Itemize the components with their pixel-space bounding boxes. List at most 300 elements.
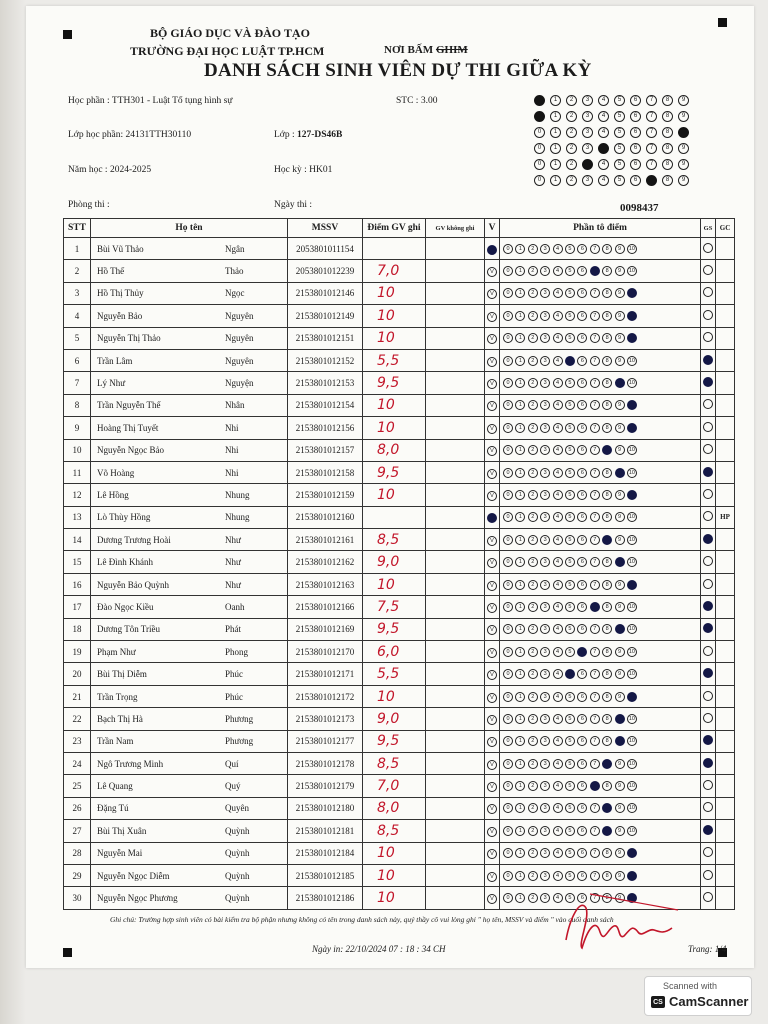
score-bubble[interactable]: 3 xyxy=(540,378,550,388)
score-bubble[interactable]: 8 xyxy=(602,333,612,343)
gs-bubble[interactable] xyxy=(703,847,713,857)
score-bubble[interactable]: 4 xyxy=(553,266,563,276)
score-bubble[interactable]: 0 xyxy=(503,602,513,612)
score-bubble[interactable]: 6 xyxy=(577,736,587,746)
score-bubble[interactable]: 5 xyxy=(565,692,575,702)
gs-bubble[interactable] xyxy=(703,534,713,544)
score-bubble[interactable]: 9 xyxy=(615,692,625,702)
score-bubble[interactable]: 9 xyxy=(615,356,625,366)
score-bubble[interactable]: 6 xyxy=(577,378,587,388)
score-bubble[interactable]: 10 xyxy=(628,268,635,275)
score-bubble[interactable]: 4 xyxy=(553,736,563,746)
score-bubble[interactable]: 3 xyxy=(540,423,550,433)
score-bubble[interactable]: 2 xyxy=(528,893,538,903)
score-bubble[interactable]: 5 xyxy=(565,445,575,455)
score-bubble[interactable]: 8 xyxy=(602,647,612,657)
score-bubble[interactable]: 6 xyxy=(577,400,587,410)
score-bubble[interactable]: 5 xyxy=(565,423,575,433)
score-bubble[interactable]: 2 xyxy=(528,535,538,545)
score-bubble[interactable]: 1 xyxy=(515,736,525,746)
score-bubble[interactable]: 4 xyxy=(553,244,563,254)
score-bubble[interactable]: 3 xyxy=(540,468,550,478)
gs-bubble[interactable] xyxy=(703,780,713,790)
score-bubble[interactable]: 5 xyxy=(565,848,575,858)
score-bubble[interactable]: 6 xyxy=(577,557,587,567)
score-bubble[interactable]: 0 xyxy=(503,736,513,746)
score-bubble[interactable]: 4 xyxy=(553,512,563,522)
score-bubble[interactable] xyxy=(565,669,575,679)
absence-bubble[interactable]: V xyxy=(487,737,497,747)
score-bubble[interactable] xyxy=(602,803,612,813)
score-bubble[interactable]: 5 xyxy=(565,893,575,903)
score-bubble[interactable]: 8 xyxy=(602,692,612,702)
score-bubble[interactable]: 1 xyxy=(515,512,525,522)
score-bubble[interactable]: 8 xyxy=(602,512,612,522)
score-bubble[interactable]: 1 xyxy=(515,624,525,634)
score-bubble[interactable]: 9 xyxy=(615,759,625,769)
gs-bubble[interactable] xyxy=(703,758,713,768)
score-bubble[interactable]: 2 xyxy=(528,490,538,500)
score-bubble[interactable]: 9 xyxy=(615,333,625,343)
score-bubble[interactable]: 4 xyxy=(553,423,563,433)
score-bubble[interactable]: 7 xyxy=(590,692,600,702)
score-bubble[interactable]: 7 xyxy=(590,803,600,813)
absence-bubble[interactable]: V xyxy=(487,581,497,591)
gs-bubble[interactable] xyxy=(703,243,713,253)
score-bubble[interactable] xyxy=(627,423,637,433)
score-bubble[interactable]: 1 xyxy=(515,490,525,500)
score-bubble[interactable]: 1 xyxy=(515,423,525,433)
score-bubble[interactable]: 7 xyxy=(590,535,600,545)
score-bubble[interactable]: 6 xyxy=(577,692,587,702)
gs-bubble[interactable] xyxy=(703,579,713,589)
score-bubble[interactable]: 0 xyxy=(503,490,513,500)
score-bubble[interactable] xyxy=(627,490,637,500)
score-bubble[interactable]: 7 xyxy=(590,311,600,321)
score-bubble[interactable] xyxy=(627,333,637,343)
score-bubble[interactable]: 2 xyxy=(528,826,538,836)
score-bubble[interactable]: 4 xyxy=(553,624,563,634)
score-bubble[interactable]: 9 xyxy=(615,669,625,679)
score-bubble[interactable] xyxy=(602,759,612,769)
score-bubble[interactable]: 7 xyxy=(590,445,600,455)
score-bubble[interactable]: 9 xyxy=(615,423,625,433)
absence-bubble[interactable]: V xyxy=(487,379,497,389)
score-bubble[interactable] xyxy=(627,692,637,702)
score-bubble[interactable]: 3 xyxy=(540,557,550,567)
score-bubble[interactable]: 8 xyxy=(602,356,612,366)
score-bubble[interactable]: 8 xyxy=(602,602,612,612)
score-bubble[interactable]: 9 xyxy=(615,826,625,836)
score-bubble[interactable]: 7 xyxy=(590,736,600,746)
gs-bubble[interactable] xyxy=(703,601,713,611)
gs-bubble[interactable] xyxy=(703,825,713,835)
score-bubble[interactable]: 6 xyxy=(577,714,587,724)
score-bubble[interactable] xyxy=(627,400,637,410)
score-bubble[interactable]: 0 xyxy=(503,781,513,791)
absence-bubble[interactable]: V xyxy=(487,670,497,680)
score-bubble[interactable]: 4 xyxy=(553,848,563,858)
score-bubble[interactable]: 1 xyxy=(515,759,525,769)
absence-bubble[interactable]: V xyxy=(487,312,497,322)
absence-bubble[interactable]: V xyxy=(487,849,497,859)
score-bubble[interactable]: 6 xyxy=(577,311,587,321)
score-bubble[interactable]: 4 xyxy=(553,490,563,500)
score-bubble[interactable]: 6 xyxy=(577,244,587,254)
absence-bubble[interactable]: V xyxy=(487,289,497,299)
gs-bubble[interactable] xyxy=(703,646,713,656)
score-bubble[interactable]: 7 xyxy=(590,848,600,858)
score-bubble[interactable]: 2 xyxy=(528,759,538,769)
score-bubble[interactable]: 0 xyxy=(503,669,513,679)
score-bubble[interactable]: 3 xyxy=(540,692,550,702)
score-bubble[interactable]: 0 xyxy=(503,356,513,366)
score-bubble[interactable]: 10 xyxy=(628,626,635,633)
score-bubble[interactable]: 8 xyxy=(602,468,612,478)
score-bubble[interactable]: 3 xyxy=(540,512,550,522)
score-bubble[interactable]: 9 xyxy=(615,871,625,881)
score-bubble[interactable]: 9 xyxy=(615,647,625,657)
score-bubble[interactable]: 7 xyxy=(590,400,600,410)
score-bubble[interactable]: 4 xyxy=(553,580,563,590)
score-bubble[interactable]: 8 xyxy=(602,400,612,410)
score-bubble[interactable]: 0 xyxy=(503,848,513,858)
score-bubble[interactable] xyxy=(590,781,600,791)
gs-bubble[interactable] xyxy=(703,332,713,342)
score-bubble[interactable] xyxy=(602,826,612,836)
score-bubble[interactable]: 1 xyxy=(515,602,525,612)
score-bubble[interactable]: 1 xyxy=(515,445,525,455)
score-bubble[interactable]: 5 xyxy=(565,647,575,657)
gs-bubble[interactable] xyxy=(703,892,713,902)
score-bubble[interactable]: 5 xyxy=(565,288,575,298)
score-bubble[interactable]: 8 xyxy=(602,423,612,433)
score-bubble[interactable]: 5 xyxy=(565,378,575,388)
score-bubble[interactable]: 1 xyxy=(515,781,525,791)
score-bubble[interactable]: 2 xyxy=(528,647,538,657)
score-bubble[interactable]: 10 xyxy=(628,245,635,252)
score-bubble[interactable]: 8 xyxy=(602,781,612,791)
score-bubble[interactable]: 6 xyxy=(577,288,587,298)
score-bubble[interactable]: 7 xyxy=(590,423,600,433)
score-bubble[interactable]: 6 xyxy=(577,490,587,500)
score-bubble[interactable] xyxy=(627,580,637,590)
gs-bubble[interactable] xyxy=(703,870,713,880)
score-bubble[interactable]: 1 xyxy=(515,356,525,366)
score-bubble[interactable]: 3 xyxy=(540,803,550,813)
score-bubble[interactable]: 10 xyxy=(628,447,635,454)
score-bubble[interactable]: 9 xyxy=(615,445,625,455)
score-bubble[interactable]: 7 xyxy=(590,580,600,590)
score-bubble[interactable]: 7 xyxy=(590,244,600,254)
score-bubble[interactable]: 1 xyxy=(515,826,525,836)
score-bubble[interactable]: 2 xyxy=(528,848,538,858)
score-bubble[interactable] xyxy=(565,356,575,366)
score-bubble[interactable]: 2 xyxy=(528,512,538,522)
score-bubble[interactable]: 4 xyxy=(553,557,563,567)
score-bubble[interactable]: 7 xyxy=(590,557,600,567)
score-bubble[interactable]: 2 xyxy=(528,244,538,254)
score-bubble[interactable]: 9 xyxy=(615,535,625,545)
score-bubble[interactable]: 7 xyxy=(590,468,600,478)
score-bubble[interactable]: 9 xyxy=(615,848,625,858)
score-bubble[interactable]: 8 xyxy=(602,714,612,724)
score-bubble[interactable]: 6 xyxy=(577,333,587,343)
score-bubble[interactable]: 0 xyxy=(503,557,513,567)
score-bubble[interactable]: 0 xyxy=(503,400,513,410)
score-bubble[interactable]: 3 xyxy=(540,490,550,500)
absence-bubble[interactable]: V xyxy=(487,491,497,501)
score-bubble[interactable]: 0 xyxy=(503,423,513,433)
score-bubble[interactable]: 5 xyxy=(565,512,575,522)
score-bubble[interactable]: 2 xyxy=(528,871,538,881)
absence-bubble[interactable]: V xyxy=(487,693,497,703)
absence-bubble[interactable]: V xyxy=(487,401,497,411)
score-bubble[interactable]: 6 xyxy=(577,535,587,545)
absence-bubble[interactable]: V xyxy=(487,424,497,434)
score-bubble[interactable]: 3 xyxy=(540,714,550,724)
score-bubble[interactable]: 2 xyxy=(528,378,538,388)
score-bubble[interactable]: 3 xyxy=(540,445,550,455)
score-bubble[interactable]: 3 xyxy=(540,602,550,612)
absence-bubble[interactable]: V xyxy=(487,804,497,814)
absence-bubble[interactable]: V xyxy=(487,469,497,479)
score-bubble[interactable]: 1 xyxy=(515,244,525,254)
score-bubble[interactable]: 4 xyxy=(553,826,563,836)
score-bubble[interactable]: 3 xyxy=(540,893,550,903)
gs-bubble[interactable] xyxy=(703,444,713,454)
score-bubble[interactable]: 1 xyxy=(515,333,525,343)
absence-bubble[interactable]: V xyxy=(487,894,497,904)
score-bubble[interactable]: 4 xyxy=(553,400,563,410)
score-bubble[interactable] xyxy=(627,871,637,881)
score-bubble[interactable]: 7 xyxy=(590,714,600,724)
absence-bubble[interactable]: V xyxy=(487,334,497,344)
score-bubble[interactable]: 9 xyxy=(615,602,625,612)
gs-bubble[interactable] xyxy=(703,668,713,678)
score-bubble[interactable]: 3 xyxy=(540,848,550,858)
score-bubble[interactable]: 8 xyxy=(602,580,612,590)
score-bubble[interactable]: 2 xyxy=(528,400,538,410)
score-bubble[interactable]: 2 xyxy=(528,557,538,567)
score-bubble[interactable]: 0 xyxy=(503,333,513,343)
score-bubble[interactable]: 4 xyxy=(553,692,563,702)
absence-bubble[interactable]: V xyxy=(487,267,497,277)
score-bubble[interactable]: 5 xyxy=(565,759,575,769)
gs-bubble[interactable] xyxy=(703,377,713,387)
score-bubble[interactable]: 0 xyxy=(503,759,513,769)
score-bubble[interactable]: 2 xyxy=(528,356,538,366)
gs-bubble[interactable] xyxy=(703,399,713,409)
score-bubble[interactable]: 10 xyxy=(628,805,635,812)
score-bubble[interactable]: 4 xyxy=(553,803,563,813)
score-bubble[interactable]: 7 xyxy=(590,759,600,769)
score-bubble[interactable]: 10 xyxy=(628,514,635,521)
absence-bubble[interactable]: V xyxy=(487,536,497,546)
gs-bubble[interactable] xyxy=(703,265,713,275)
score-bubble[interactable]: 10 xyxy=(628,715,635,722)
score-bubble[interactable]: 10 xyxy=(628,671,635,678)
score-bubble[interactable]: 4 xyxy=(553,468,563,478)
score-bubble[interactable]: 5 xyxy=(565,244,575,254)
score-bubble[interactable]: 9 xyxy=(615,512,625,522)
score-bubble[interactable]: 0 xyxy=(503,311,513,321)
score-bubble[interactable]: 7 xyxy=(590,512,600,522)
score-bubble[interactable] xyxy=(627,848,637,858)
score-bubble[interactable]: 1 xyxy=(515,378,525,388)
absence-bubble[interactable]: V xyxy=(487,648,497,658)
score-bubble[interactable]: 8 xyxy=(602,848,612,858)
score-bubble[interactable]: 10 xyxy=(628,357,635,364)
score-bubble[interactable]: 3 xyxy=(540,669,550,679)
score-bubble[interactable]: 6 xyxy=(577,580,587,590)
score-bubble[interactable]: 0 xyxy=(503,445,513,455)
score-bubble[interactable]: 1 xyxy=(515,714,525,724)
score-bubble[interactable]: 6 xyxy=(577,669,587,679)
score-bubble[interactable]: 3 xyxy=(540,759,550,769)
absence-bubble[interactable]: V xyxy=(487,715,497,725)
score-bubble[interactable]: 8 xyxy=(602,736,612,746)
score-bubble[interactable]: 0 xyxy=(503,535,513,545)
score-bubble[interactable]: 3 xyxy=(540,400,550,410)
score-bubble[interactable]: 0 xyxy=(503,244,513,254)
score-bubble[interactable]: 0 xyxy=(503,512,513,522)
score-bubble[interactable]: 0 xyxy=(503,647,513,657)
score-bubble[interactable]: 2 xyxy=(528,624,538,634)
score-bubble[interactable]: 1 xyxy=(515,871,525,881)
score-bubble[interactable]: 6 xyxy=(577,266,587,276)
score-bubble[interactable]: 0 xyxy=(503,624,513,634)
score-bubble[interactable]: 6 xyxy=(577,893,587,903)
score-bubble[interactable]: 7 xyxy=(590,490,600,500)
score-bubble[interactable]: 0 xyxy=(503,288,513,298)
gs-bubble[interactable] xyxy=(703,287,713,297)
score-bubble[interactable] xyxy=(590,266,600,276)
score-bubble[interactable]: 10 xyxy=(628,380,635,387)
score-bubble[interactable]: 6 xyxy=(577,445,587,455)
score-bubble[interactable] xyxy=(577,647,587,657)
score-bubble[interactable]: 1 xyxy=(515,893,525,903)
score-bubble[interactable]: 5 xyxy=(565,624,575,634)
absence-bubble[interactable]: V xyxy=(487,357,497,367)
score-bubble[interactable]: 2 xyxy=(528,445,538,455)
score-bubble[interactable]: 10 xyxy=(628,603,635,610)
absence-bubble[interactable]: V xyxy=(487,558,497,568)
score-bubble[interactable]: 2 xyxy=(528,692,538,702)
score-bubble[interactable]: 0 xyxy=(503,893,513,903)
score-bubble[interactable]: 5 xyxy=(565,311,575,321)
score-bubble[interactable]: 2 xyxy=(528,580,538,590)
score-bubble[interactable]: 8 xyxy=(602,893,612,903)
score-bubble[interactable]: 4 xyxy=(553,893,563,903)
score-bubble[interactable] xyxy=(615,714,625,724)
absence-bubble[interactable]: V xyxy=(487,760,497,770)
score-bubble[interactable]: 8 xyxy=(602,266,612,276)
score-bubble[interactable]: 3 xyxy=(540,624,550,634)
score-bubble[interactable]: 3 xyxy=(540,826,550,836)
score-bubble[interactable]: 2 xyxy=(528,288,538,298)
absence-bubble[interactable] xyxy=(487,245,497,255)
score-bubble[interactable]: 6 xyxy=(577,781,587,791)
score-bubble[interactable]: 4 xyxy=(553,535,563,545)
gs-bubble[interactable] xyxy=(703,802,713,812)
score-bubble[interactable]: 4 xyxy=(553,871,563,881)
score-bubble[interactable]: 2 xyxy=(528,311,538,321)
score-bubble[interactable]: 3 xyxy=(540,356,550,366)
score-bubble[interactable]: 1 xyxy=(515,803,525,813)
score-bubble[interactable]: 2 xyxy=(528,266,538,276)
score-bubble[interactable]: 0 xyxy=(503,803,513,813)
score-bubble[interactable]: 7 xyxy=(590,826,600,836)
score-bubble[interactable]: 7 xyxy=(590,624,600,634)
score-bubble[interactable]: 8 xyxy=(602,378,612,388)
score-bubble[interactable]: 4 xyxy=(553,647,563,657)
score-bubble[interactable]: 9 xyxy=(615,400,625,410)
score-bubble[interactable]: 4 xyxy=(553,288,563,298)
gs-bubble[interactable] xyxy=(703,556,713,566)
score-bubble[interactable]: 10 xyxy=(628,559,635,566)
absence-bubble[interactable]: V xyxy=(487,872,497,882)
score-bubble[interactable]: 2 xyxy=(528,714,538,724)
score-bubble[interactable] xyxy=(615,736,625,746)
score-bubble[interactable]: 7 xyxy=(590,647,600,657)
score-bubble[interactable]: 3 xyxy=(540,647,550,657)
score-bubble[interactable]: 8 xyxy=(602,311,612,321)
score-bubble[interactable]: 4 xyxy=(553,759,563,769)
score-bubble[interactable]: 5 xyxy=(565,266,575,276)
score-bubble[interactable]: 3 xyxy=(540,736,550,746)
score-bubble[interactable]: 5 xyxy=(565,714,575,724)
score-bubble[interactable]: 2 xyxy=(528,468,538,478)
score-bubble[interactable]: 0 xyxy=(503,714,513,724)
score-bubble[interactable]: 1 xyxy=(515,692,525,702)
score-bubble[interactable]: 1 xyxy=(515,647,525,657)
score-bubble[interactable]: 10 xyxy=(628,469,635,476)
score-bubble[interactable] xyxy=(615,624,625,634)
score-bubble[interactable]: 5 xyxy=(565,557,575,567)
score-bubble[interactable]: 5 xyxy=(565,602,575,612)
score-bubble[interactable]: 9 xyxy=(615,311,625,321)
score-bubble[interactable]: 4 xyxy=(553,378,563,388)
score-bubble[interactable]: 9 xyxy=(615,580,625,590)
gs-bubble[interactable] xyxy=(703,489,713,499)
score-bubble[interactable]: 6 xyxy=(577,468,587,478)
absence-bubble[interactable]: V xyxy=(487,603,497,613)
absence-bubble[interactable]: V xyxy=(487,827,497,837)
score-bubble[interactable]: 0 xyxy=(503,378,513,388)
score-bubble[interactable]: 9 xyxy=(615,781,625,791)
score-bubble[interactable]: 10 xyxy=(628,536,635,543)
score-bubble[interactable]: 0 xyxy=(503,266,513,276)
score-bubble[interactable]: 5 xyxy=(565,826,575,836)
gs-bubble[interactable] xyxy=(703,713,713,723)
score-bubble[interactable]: 1 xyxy=(515,468,525,478)
score-bubble[interactable]: 6 xyxy=(577,759,587,769)
score-bubble[interactable]: 9 xyxy=(615,244,625,254)
score-bubble[interactable] xyxy=(627,311,637,321)
score-bubble[interactable]: 2 xyxy=(528,602,538,612)
score-bubble[interactable]: 8 xyxy=(602,557,612,567)
score-bubble[interactable]: 3 xyxy=(540,333,550,343)
score-bubble[interactable]: 8 xyxy=(602,490,612,500)
score-bubble[interactable]: 9 xyxy=(615,803,625,813)
gs-bubble[interactable] xyxy=(703,511,713,521)
score-bubble[interactable]: 6 xyxy=(577,624,587,634)
score-bubble[interactable]: 3 xyxy=(540,244,550,254)
absence-bubble[interactable]: V xyxy=(487,782,497,792)
score-bubble[interactable]: 2 xyxy=(528,803,538,813)
score-bubble[interactable]: 5 xyxy=(565,468,575,478)
